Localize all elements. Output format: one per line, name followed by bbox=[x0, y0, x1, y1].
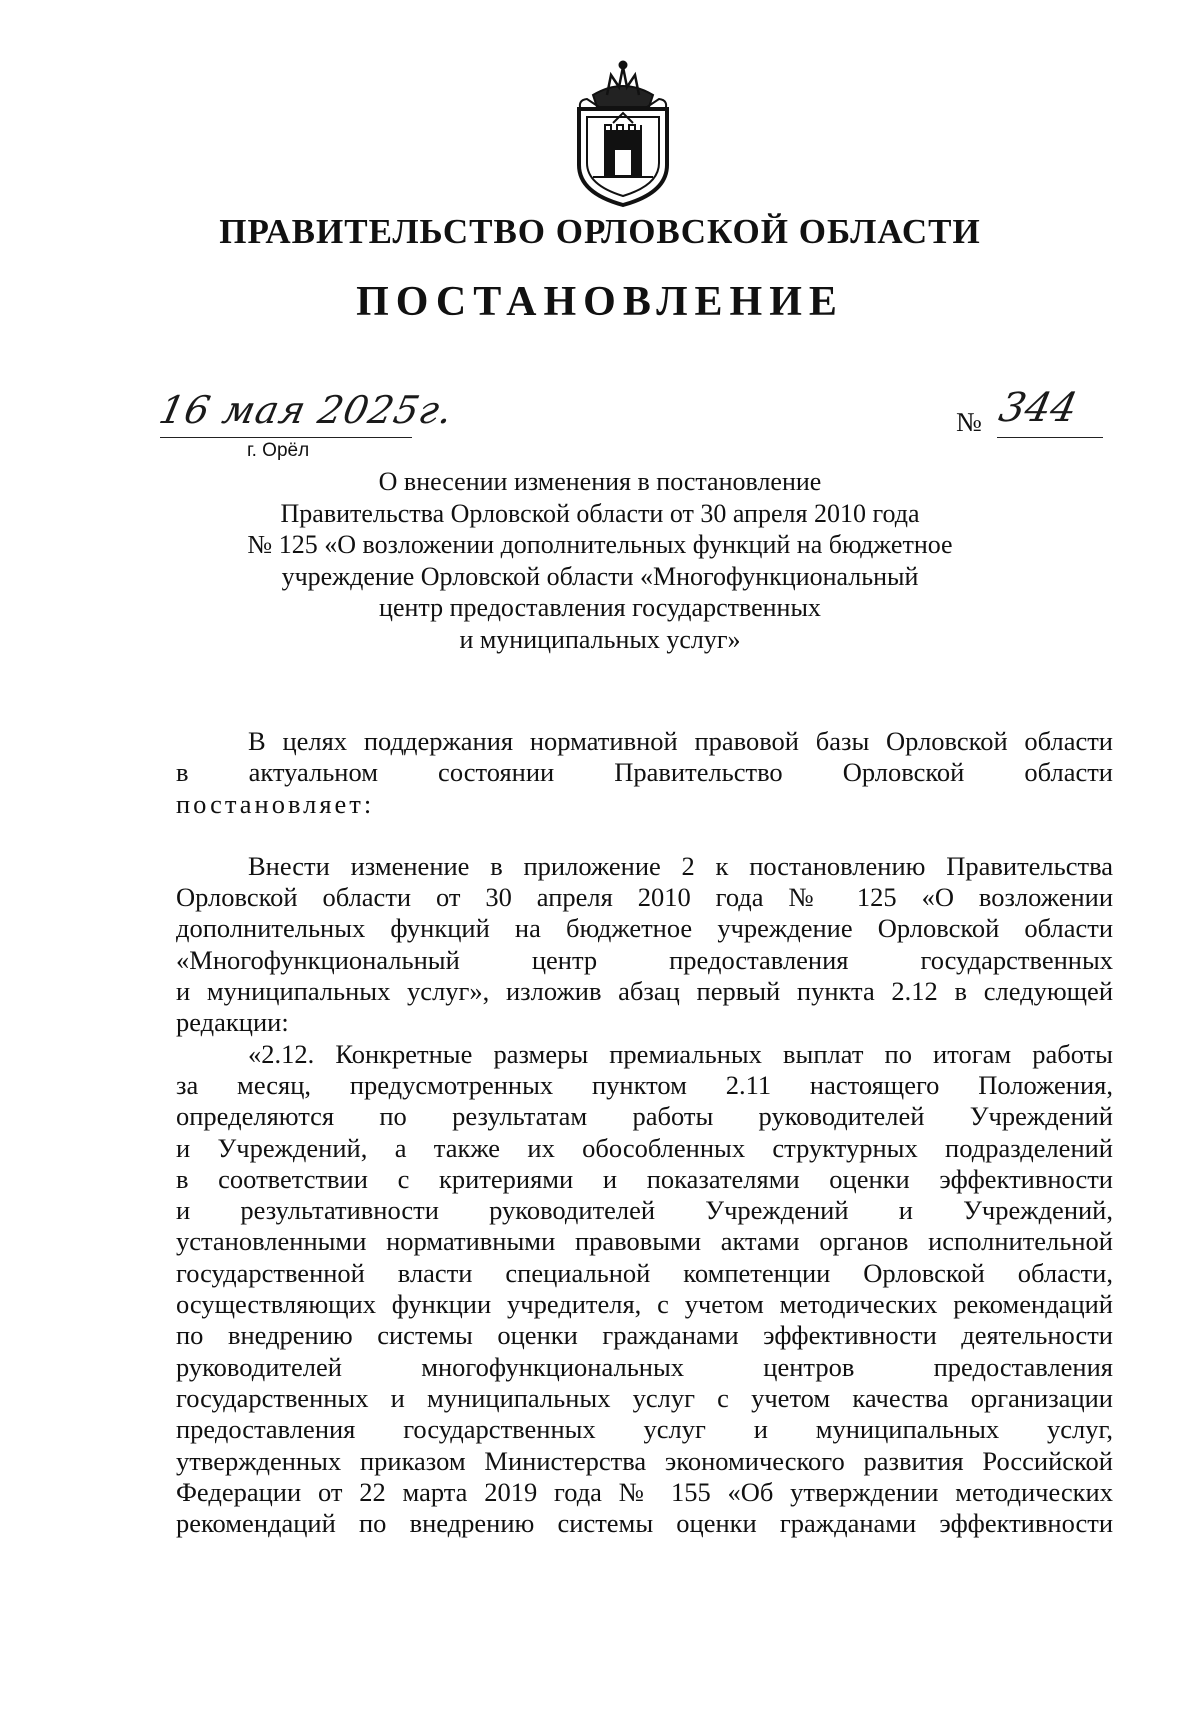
coat-of-arms-icon bbox=[563, 55, 683, 210]
body-line: дополнительных функций на бюджетное учреждение Орловской области bbox=[176, 913, 1113, 944]
body-line: в соответствии с критериями и показателями оценки эффективности bbox=[176, 1163, 1113, 1194]
body-line: Внести изменение в приложение 2 к постановлению Правительства bbox=[248, 850, 1113, 881]
document-body bbox=[176, 726, 1113, 1539]
body-paragraph-1 bbox=[176, 851, 1113, 1039]
handwritten-date: 16 мая 2025г. bbox=[155, 388, 458, 432]
document-type-title: ПОСТАНОВЛЕНИЕ bbox=[356, 279, 844, 325]
body-line: предоставления государственных услуг и муниципальных услуг, bbox=[176, 1414, 1113, 1445]
body-line: утвержденных приказом Министерства экономического развития Российской bbox=[176, 1445, 1113, 1476]
body-line: государственных и муниципальных услуг с учетом качества организации bbox=[176, 1382, 1113, 1413]
body-line: «2.12. Конкретные размеры премиальных выплат по итогам работы bbox=[248, 1038, 1113, 1069]
preamble-line: постановляет: bbox=[176, 788, 375, 819]
preamble-line: В целях поддержания нормативной правовой базы Орловской области bbox=[248, 726, 1113, 756]
document-subject bbox=[200, 466, 1000, 655]
number-label: № bbox=[956, 407, 982, 437]
city-label: г. Орёл bbox=[247, 440, 310, 461]
body-line: и Учреждений, а также их обособленных структурных подразделений bbox=[176, 1132, 1113, 1163]
subject-line: и муниципальных услуг» bbox=[459, 624, 741, 654]
preamble-paragraph bbox=[176, 726, 1113, 820]
body-line: «Многофункциональный центр предоставления государственных bbox=[176, 944, 1113, 975]
body-line: и муниципальных услуг», изложив абзац первый пункта 2.12 в следующей bbox=[176, 976, 1113, 1007]
body-line: Федерации от 22 марта 2019 года № 155 «Об утверждении методических bbox=[176, 1476, 1113, 1507]
body-line: осуществляющих функции учредителя, с учетом методических рекомендаций bbox=[176, 1289, 1113, 1320]
subject-line: центр предоставления государственных bbox=[379, 593, 821, 622]
body-line: редакции: bbox=[176, 1007, 289, 1038]
body-line: за месяц, предусмотренных пунктом 2.11 настоящего Положения, bbox=[176, 1069, 1113, 1100]
date-underline bbox=[160, 437, 412, 438]
body-line: рекомендаций по внедрению системы оценки гражданами эффективности bbox=[176, 1508, 1113, 1539]
body-line: установленными нормативными правовыми актами органов исполнительной bbox=[176, 1226, 1113, 1257]
number-underline bbox=[997, 437, 1103, 438]
body-line: и результативности руководителей Учреждений и Учреждений, bbox=[176, 1195, 1113, 1226]
handwritten-number: 344 bbox=[995, 385, 1082, 431]
body-line: Орловской области от 30 апреля 2010 года № 125 «О возложении bbox=[176, 882, 1113, 913]
preamble-line: в актуальном состоянии Правительство Орловской области bbox=[176, 757, 1113, 788]
subject-line: Правительства Орловской области от 30 апреля 2010 года bbox=[280, 498, 920, 528]
subject-line: учреждение Орловской области «Многофункциональный bbox=[281, 561, 919, 591]
paragraph-gap bbox=[176, 820, 1113, 851]
subject-line: № 125 «О возложении дополнительных функций на бюджетное bbox=[247, 530, 953, 559]
body-line: государственной власти специальной компетенции Орловской области, bbox=[176, 1257, 1113, 1288]
government-title: ПРАВИТЕЛЬСТВО ОРЛОВСКОЙ ОБЛАСТИ bbox=[219, 212, 981, 251]
subject-line: О внесении изменения в постановление bbox=[378, 467, 822, 496]
body-line: руководителей многофункциональных центров предоставления bbox=[176, 1351, 1113, 1382]
body-line: определяются по результатам работы руководителей Учреждений bbox=[176, 1101, 1113, 1132]
body-line: по внедрению системы оценки гражданами эффективности деятельности bbox=[176, 1320, 1113, 1351]
body-paragraph-2 bbox=[176, 1039, 1113, 1540]
